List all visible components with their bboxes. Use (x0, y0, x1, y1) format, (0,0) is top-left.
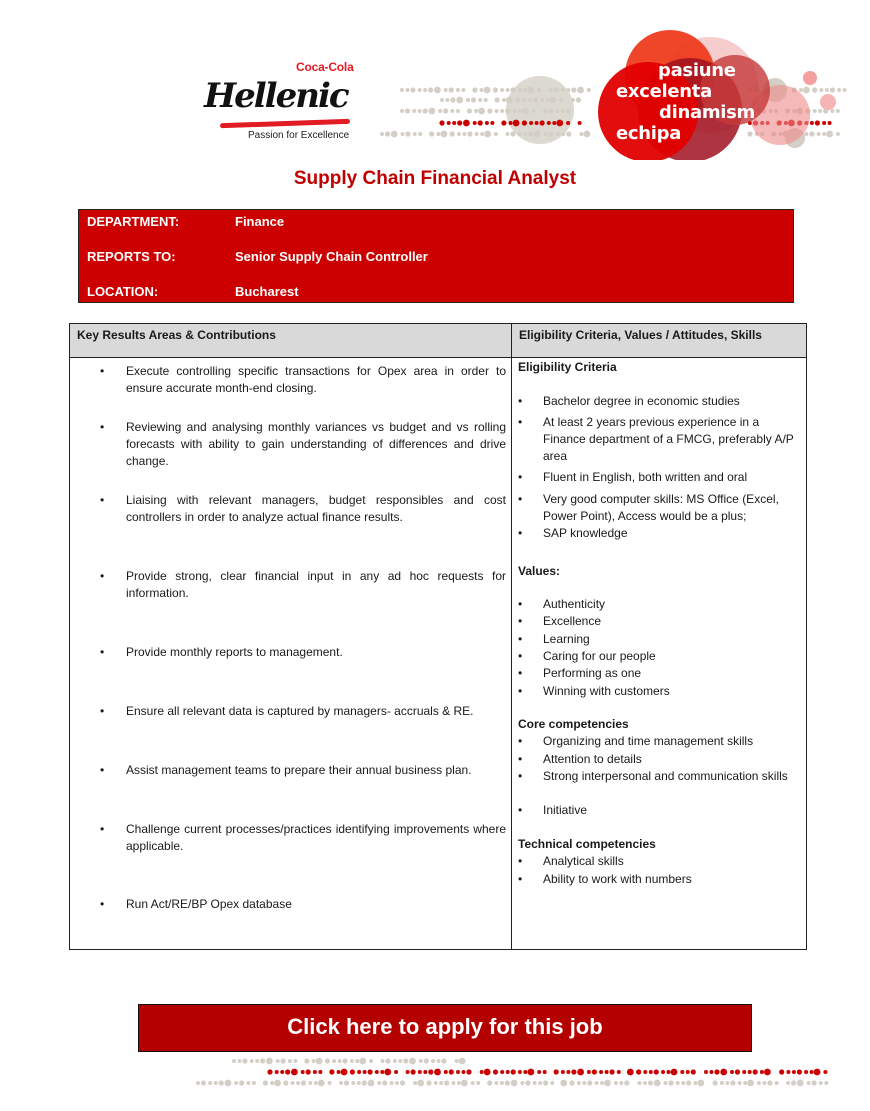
decorative-dot (767, 1080, 772, 1085)
decorative-dot (406, 1070, 410, 1074)
bullet-icon: • (100, 569, 105, 583)
decorative-dot (398, 1059, 402, 1063)
decorative-dot (676, 1081, 680, 1085)
decorative-dot (775, 1081, 779, 1085)
decorative-dot (710, 1070, 714, 1074)
decorative-dot (242, 1058, 247, 1063)
decorative-dot (810, 1070, 814, 1074)
key-result-item: • Ensure all relevant data is captured by managers- accruals & RE. (100, 704, 474, 718)
decorative-dot (219, 1080, 224, 1085)
decorative-dot (270, 1081, 274, 1085)
key-result-item: • Execute controlling specific transactions for Opex area in order to ensure accurate month-end closing. (100, 364, 506, 395)
decorative-dot (730, 1080, 735, 1085)
decorative-dot (819, 1081, 823, 1085)
decorative-dot (369, 1059, 373, 1063)
decorative-dot (314, 1081, 318, 1085)
decorative-dot (664, 1081, 668, 1085)
decorative-dot (400, 1080, 405, 1085)
decorative-dot (350, 1069, 355, 1074)
decorative-dot (738, 1081, 742, 1085)
decorative-dot (643, 1081, 647, 1085)
decorative-dot (368, 1080, 375, 1087)
department-value: Finance (235, 214, 285, 229)
decorative-dot (434, 1081, 438, 1085)
decorative-dot (600, 1081, 604, 1085)
decorative-dot (350, 1059, 354, 1063)
decorative-dot (747, 1080, 754, 1087)
decorative-dot (426, 1080, 431, 1085)
logo-coca-cola-text: Coca-Cola (296, 60, 354, 74)
decorative-dot (713, 1080, 718, 1085)
decorative-dot (520, 1081, 524, 1085)
decorative-dot (654, 1080, 661, 1087)
logo-hellenic-text: Hellenic (204, 76, 348, 116)
decorative-dot (550, 1081, 554, 1085)
decorative-dot (232, 1059, 236, 1063)
decorative-dot (649, 1070, 653, 1074)
values-banner (380, 26, 850, 160)
job-title: Supply Chain Financial Analyst (293, 168, 577, 189)
decorative-dot (484, 1069, 491, 1076)
bullet-icon: • (100, 364, 105, 378)
decorative-dot (280, 1070, 284, 1074)
key-results-header: Key Results Areas & Contributions (77, 328, 276, 342)
decorative-dot (686, 1080, 691, 1085)
decorative-dot (375, 1070, 379, 1074)
decorative-dot (476, 1081, 480, 1085)
decorative-dot (250, 1059, 254, 1063)
decorative-dot (419, 1059, 423, 1063)
decorative-dot (730, 1070, 734, 1074)
decorative-dot (351, 1081, 355, 1085)
decorative-dot (441, 1058, 446, 1063)
decorative-dot (577, 1069, 584, 1076)
decorative-dot (764, 1069, 771, 1076)
decorative-dot (523, 1070, 527, 1074)
decorative-dot (511, 1080, 518, 1087)
decorative-dot-rows (0, 1052, 870, 1092)
decorative-dot (456, 1070, 460, 1074)
decorative-dot (757, 1081, 761, 1085)
decorative-dot (748, 1070, 752, 1074)
decorative-dot (444, 1070, 448, 1074)
decorative-dot (437, 1059, 441, 1063)
bullet-icon: • (518, 803, 523, 817)
technical-competencies-title: Technical competencies (518, 837, 656, 851)
decorative-dot (459, 1058, 466, 1065)
decorative-dot (704, 1070, 708, 1074)
decorative-dot (725, 1081, 729, 1085)
decorative-dot (395, 1081, 399, 1085)
decorative-dot (624, 1080, 629, 1085)
decorative-dot (382, 1080, 387, 1085)
key-result-item: • Provide strong, clear financial input in any ad hoc requests for information. (100, 569, 506, 600)
decorative-dot (791, 1080, 796, 1085)
decorative-dot (605, 1070, 609, 1074)
decorative-dot (797, 1080, 804, 1087)
value-item: • Excellence (518, 614, 602, 628)
decorative-dot (409, 1058, 416, 1065)
decorative-dot (500, 1081, 504, 1085)
bullet-icon: • (518, 597, 523, 611)
decorative-dot (418, 1070, 422, 1074)
eligibility-header: Eligibility Criteria, Values / Attitudes, Skills (519, 328, 762, 342)
decorative-dot (313, 1070, 317, 1074)
key-result-item: • Challenge current processes/practices identifying improvements where applicable. (100, 822, 506, 853)
decorative-dot (466, 1069, 471, 1074)
decorative-dot (291, 1081, 295, 1085)
decorative-dot (225, 1080, 232, 1087)
bullet-icon: • (100, 493, 105, 507)
eligibility-item: • Fluent in English, both written and oral (518, 470, 748, 484)
decorative-dot (561, 1070, 565, 1074)
eligibility-item: • Very good computer skills: MS Office (Excel, Power Point), Access would be a plus; (518, 492, 779, 523)
decorative-dot (735, 1069, 740, 1074)
decorative-dot (449, 1069, 454, 1074)
decorative-dot (792, 1070, 796, 1074)
decorative-dot (691, 1069, 696, 1074)
decorative-dot (312, 1059, 316, 1063)
decorative-dot (428, 1069, 433, 1074)
decorative-dot (577, 1081, 581, 1085)
decorative-dot (444, 1080, 449, 1085)
decorative-dot (355, 1059, 359, 1063)
bullet-icon: • (518, 415, 523, 429)
decorative-dot (329, 1069, 334, 1074)
decorative-dot (525, 1080, 530, 1085)
decorative-dot (363, 1070, 367, 1074)
decorative-dot (234, 1081, 238, 1085)
core-competency-item: • Initiative (518, 803, 588, 817)
decorative-dot (619, 1081, 623, 1085)
decorative-dot (238, 1059, 242, 1063)
decorative-dot (538, 1081, 542, 1085)
decorative-dot (461, 1080, 468, 1087)
decorative-dot (318, 1080, 325, 1087)
key-result-item: • Provide monthly reports to management. (100, 645, 343, 659)
banner-word-excelenta: excelenta (616, 81, 712, 102)
key-result-item: • Reviewing and analysing monthly variances vs budget and vs rolling forecasts with ability to gain understanding of differences and drive change. (100, 420, 506, 468)
decorative-dot (417, 1080, 424, 1087)
bullet-icon: • (518, 854, 523, 868)
value-item: • Caring for our people (518, 649, 656, 663)
eligibility-item: • SAP knowledge (518, 526, 628, 540)
decorative-dot (617, 1070, 621, 1074)
bullet-icon: • (100, 897, 105, 911)
decorative-dot (614, 1081, 618, 1085)
decorative-dot (698, 1080, 705, 1087)
decorative-dot (357, 1070, 361, 1074)
decorative-dot (471, 1081, 475, 1085)
core-competency-item: • Strong interpersonal and communication skills (518, 769, 788, 783)
decorative-dot (424, 1058, 429, 1063)
decorative-dot (457, 1081, 461, 1085)
decorative-dot (592, 1069, 597, 1074)
bullet-icon: • (518, 470, 523, 484)
decorative-dot (325, 1058, 330, 1063)
decorative-dot (239, 1080, 244, 1085)
decorative-dot (306, 1069, 311, 1074)
banner-word-dinamism: dinamism (659, 102, 756, 123)
department-label: DEPARTMENT: (87, 214, 180, 229)
key-result-item: • Run Act/RE/BP Opex database (100, 897, 292, 911)
decorative-dot (381, 1059, 385, 1063)
decorative-dot (214, 1081, 218, 1085)
bullet-icon: • (518, 684, 523, 698)
decorative-dot (661, 1070, 665, 1074)
decorative-dot (291, 1069, 298, 1076)
decorative-dot (301, 1070, 305, 1074)
value-item: • Winning with customers (518, 684, 670, 698)
decorative-dot (293, 1059, 297, 1063)
decorative-dot (332, 1059, 336, 1063)
job-details-table (69, 323, 807, 950)
decorative-dot (275, 1070, 279, 1074)
core-competencies-title: Core competencies (518, 717, 629, 731)
decorative-dot (786, 1081, 790, 1085)
decorative-dot (714, 1069, 719, 1074)
decorative-dot (528, 1069, 535, 1076)
decorative-dot (667, 1070, 671, 1074)
decorative-dot (786, 1070, 790, 1074)
decorative-dot (760, 1070, 764, 1074)
decorative-dot (823, 1070, 827, 1074)
decorative-dot (537, 1070, 541, 1074)
bullet-icon: • (518, 734, 523, 748)
technical-competency-item: • Analytical skills (518, 854, 624, 868)
decorative-dot (377, 1081, 381, 1085)
decorative-dot (753, 1069, 758, 1074)
decorative-dot (394, 1070, 398, 1074)
value-item: • Learning (518, 632, 590, 646)
decorative-dot (643, 1070, 647, 1074)
decorative-dot (797, 1069, 802, 1074)
decorative-dot (648, 1080, 653, 1085)
value-item: • Authenticity (518, 597, 606, 611)
decorative-dot (543, 1070, 547, 1074)
decorative-dot (668, 1080, 673, 1085)
decorative-dot (304, 1058, 309, 1063)
key-result-item: • Assist management teams to prepare their annual business plan. (100, 763, 472, 777)
decorative-dot (487, 1080, 492, 1085)
decorative-dot (462, 1070, 466, 1074)
decorative-dot (413, 1081, 417, 1085)
key-result-item: • Liaising with relevant managers, budget responsibles and cost controllers in order to analyze actual finance results. (100, 493, 506, 524)
decorative-dot (423, 1070, 427, 1074)
decorative-dot (566, 1070, 570, 1074)
decorative-dot (762, 1081, 766, 1085)
decorative-dot (681, 1081, 685, 1085)
apply-for-job-button[interactable]: Click here to apply for this job (138, 1004, 752, 1052)
column-divider (511, 324, 512, 949)
decorative-dot (274, 1080, 281, 1087)
bullet-icon: • (518, 752, 523, 766)
bullet-icon: • (100, 420, 105, 434)
department-row (87, 214, 284, 230)
decorative-dot (599, 1070, 603, 1074)
decorative-dot (543, 1080, 548, 1085)
core-competency-item: • Organizing and time management skills (518, 734, 754, 748)
decorative-dot (604, 1080, 611, 1087)
decorative-dot (570, 1080, 575, 1085)
reports-to-value: Senior Supply Chain Controller (235, 249, 428, 264)
decorative-dot (252, 1081, 256, 1085)
decorative-dot (281, 1058, 286, 1063)
decorative-dot (571, 1069, 576, 1074)
bullet-icon: • (518, 526, 523, 540)
decorative-dot (455, 1059, 459, 1063)
decorative-dot (587, 1070, 591, 1074)
reports-to-label: REPORTS TO: (87, 249, 176, 264)
decorative-dot (403, 1058, 408, 1063)
bullet-icon: • (100, 704, 105, 718)
decorative-dot (804, 1070, 808, 1074)
decorative-dot (824, 1081, 828, 1085)
decorative-dot (201, 1080, 206, 1085)
bullet-icon: • (518, 632, 523, 646)
decorative-dot (742, 1070, 746, 1074)
bullet-icon: • (518, 492, 523, 506)
decorative-dot (301, 1080, 306, 1085)
company-logo (200, 58, 370, 152)
decorative-dot (779, 1069, 784, 1074)
decorative-dot (362, 1080, 367, 1085)
job-info-box (78, 209, 794, 303)
decorative-dot (288, 1059, 292, 1063)
decorative-dot (339, 1081, 343, 1085)
decorative-dot (451, 1081, 455, 1085)
decorative-dot (638, 1081, 642, 1085)
decorative-dot (505, 1080, 510, 1085)
eligibility-item: • Bachelor degree in economic studies (518, 394, 740, 408)
bullet-icon: • (518, 769, 523, 783)
location-label: LOCATION: (87, 284, 159, 299)
decorative-dot (812, 1080, 817, 1085)
decorative-dot (208, 1081, 212, 1085)
technical-competency-item: • Ability to work with numbers (518, 872, 692, 886)
bullet-icon: • (518, 666, 523, 680)
decorative-dot (267, 1069, 272, 1074)
decorative-dot (636, 1069, 641, 1074)
decorative-dot (380, 1070, 384, 1074)
decorative-dot (368, 1069, 373, 1074)
decorative-dot (434, 1069, 441, 1076)
decorative-dot (439, 1081, 443, 1085)
decorative-dot (494, 1081, 498, 1085)
value-item: • Performing as one (518, 666, 642, 680)
decorative-dot (610, 1069, 615, 1074)
banner-word-pasiune: pasiune (658, 60, 736, 81)
decorative-dot (671, 1069, 678, 1076)
decorative-dot (386, 1058, 391, 1063)
decorative-dot (720, 1081, 724, 1085)
decorative-dot (680, 1070, 684, 1074)
bullet-icon: • (518, 872, 523, 886)
values-title: Values: (518, 564, 561, 578)
logo-swoosh (220, 119, 350, 129)
bullet-icon: • (518, 649, 523, 663)
decorative-dot (393, 1059, 397, 1063)
decorative-dot (316, 1058, 323, 1065)
bullet-icon: • (100, 822, 105, 836)
eligibility-criteria-title: Eligibility Criteria (518, 360, 617, 374)
decorative-dot (296, 1081, 300, 1085)
decorative-dot (506, 1070, 510, 1074)
decorative-dot (285, 1069, 290, 1074)
decorative-dot (554, 1069, 559, 1074)
decorative-dot (338, 1059, 342, 1063)
decorative-dot (686, 1070, 690, 1074)
decorative-dot (814, 1069, 821, 1076)
decorative-dot (511, 1069, 516, 1074)
decorative-dot (743, 1081, 747, 1085)
decorative-dot (318, 1070, 322, 1074)
bullet-icon: • (100, 763, 105, 777)
decorative-dot (390, 1081, 394, 1085)
bullet-icon: • (100, 645, 105, 659)
decorative-dot (343, 1058, 348, 1063)
decorative-dot (533, 1081, 537, 1085)
core-competency-item: • Attention to details (518, 752, 642, 766)
banner-word-echipa: echipa (616, 123, 682, 144)
decorative-dot (500, 1070, 504, 1074)
decorative-dot (560, 1080, 567, 1087)
decorative-dot (654, 1069, 659, 1074)
decorative-dot (196, 1081, 200, 1085)
decorative-dot (359, 1058, 366, 1065)
decorative-dot (357, 1081, 361, 1085)
logo-tagline: Passion for Excellence (248, 130, 350, 141)
decorative-dot (587, 1080, 592, 1085)
eligibility-item: • At least 2 years previous experience in a Finance department of a FMCG, preferably A/P area (518, 415, 794, 463)
decorative-dot (246, 1081, 250, 1085)
location-value: Bucharest (235, 284, 299, 299)
decorative-dot (480, 1070, 484, 1074)
decorative-dot (518, 1070, 522, 1074)
location-row (87, 284, 299, 300)
decorative-dot (341, 1069, 348, 1076)
decorative-dot (283, 1080, 288, 1085)
decorative-dot (266, 1058, 273, 1065)
decorative-dot (627, 1069, 634, 1076)
decorative-dot (431, 1059, 435, 1063)
bullet-icon: • (518, 394, 523, 408)
decorative-dot (411, 1069, 416, 1074)
decorative-dot (693, 1081, 697, 1085)
decorative-dot (595, 1081, 599, 1085)
decorative-dot (720, 1069, 727, 1076)
decorative-dot (260, 1058, 265, 1063)
decorative-dot (263, 1080, 268, 1085)
decorative-dot (276, 1059, 280, 1063)
decorative-dot (807, 1081, 811, 1085)
decorative-dot (255, 1059, 259, 1063)
reports-to-row (87, 249, 428, 265)
decorative-dot (582, 1081, 586, 1085)
decorative-dot (344, 1080, 349, 1085)
decorative-dot (493, 1069, 498, 1074)
decorative-dot (308, 1081, 312, 1085)
decorative-dot (384, 1069, 391, 1076)
decorative-dot (337, 1070, 341, 1074)
decorative-dot (328, 1081, 332, 1085)
bullet-icon: • (518, 614, 523, 628)
